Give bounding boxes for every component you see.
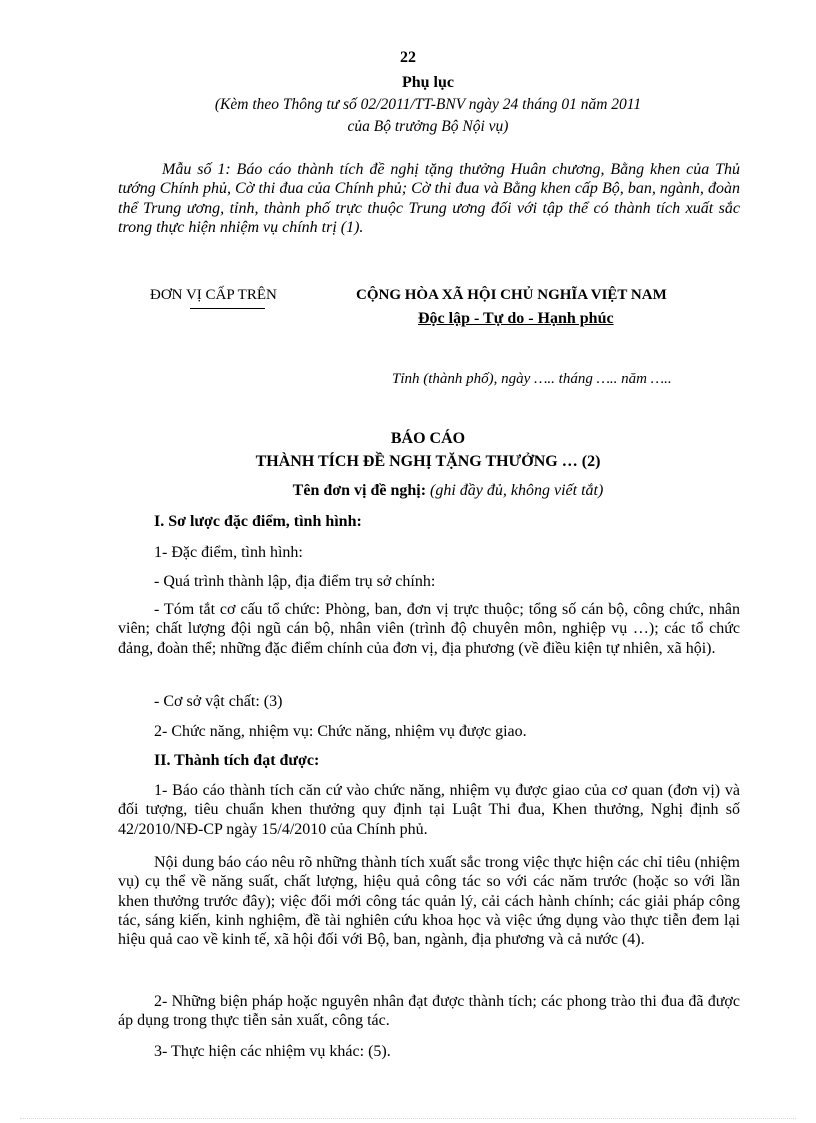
upper-unit-underline [190,308,265,309]
proposed-unit-hint: (ghi đầy đủ, không viết tắt) [430,482,604,499]
appendix-reference-line-2: của Bộ trưởng Bộ Nội vụ) [347,118,509,135]
section-2-item-1-detail: Nội dung báo cáo nêu rõ những thành tích xuất sắc trong việc thực hiện các chỉ tiêu (nhiệm vụ) cụ thể về năng suất, chất lượng, hiệu quả công tác so với các năm trước (hoặc so với lần khen thưởng trước đây); việc đổi mới công tác quản lý, cải cách hành chính; các giải pháp công tác, sáng kiến, kinh nghiệm, đề tài nghiên cứu khoa học và việc ứng dụng vào thực tiễn đem lại hiệu quả cao về kinh tế, xã hội đối với Bộ, ban, ngành, địa phương và cả nước (4). [118,854,740,949]
form-description [118,160,740,237]
section-1-item-2: 2- Chức năng, nhiệm vụ: Chức năng, nhiệm vụ được giao. [154,723,527,740]
section-1-heading: I. Sơ lược đặc điểm, tình hình: [154,513,362,530]
form-description-text: Mẫu số 1: Báo cáo thành tích đề nghị tặng thưởng Huân chương, Bằng khen của Thủ tướng Chính phủ, Cờ thi đua của Chính phủ; Cờ thi đua và Bằng khen cấp Bộ, ban, ngành, đoàn thể Trung ương, tỉnh, thành phố trực thuộc Trung ương đối với tập thể có thành tích xuất sắc trong thực hiện nhiệm vụ chính trị (1). [118,161,740,236]
section-1-item-1a: - Quá trình thành lập, địa điểm trụ sở chính: [154,573,436,590]
appendix-reference-line-1: (Kèm theo Thông tư số 02/2011/TT-BNV ngày 24 tháng 01 năm 2011 [214,96,642,113]
section-1-item-1c: - Cơ sở vật chất: (3) [154,693,283,710]
upper-unit-label: ĐƠN VỊ CẤP TRÊN [150,287,277,303]
section-2-item-1: 1- Báo cáo thành tích căn cứ vào chức năng, nhiệm vụ được giao của cơ quan (đơn vị) và đối tượng, tiêu chuẩn khen thưởng quy định tại Luật Thi đua, Khen thưởng, Nghị định số 42/2010/NĐ-CP ngày 15/4/2010 của Chính phủ. [118,782,740,838]
appendix-title: Phụ lục [401,74,454,91]
national-motto: Độc lập - Tự do - Hạnh phúc [418,310,614,327]
report-title: BÁO CÁO [390,430,466,447]
section-1-item-1: 1- Đặc điểm, tình hình: [154,544,303,561]
section-2-item-2: 2- Những biện pháp hoặc nguyên nhân đạt được thành tích; các phong trào thi đua đã được áp dụng trong thực tiễn sản xuất, công tác. [118,993,740,1030]
section-2-item-3: 3- Thực hiện các nhiệm vụ khác: (5). [154,1043,391,1060]
place-date-line: Tỉnh (thành phố), ngày ….. tháng ….. năm ….. [392,371,672,387]
proposed-unit-line [0,482,816,500]
report-subtitle: THÀNH TÍCH ĐỀ NGHỊ TẶNG THƯỞNG … (2) [255,453,601,470]
republic-heading: CỘNG HÒA XÃ HỘI CHỦ NGHĨA VIỆT NAM [356,287,667,303]
page-number: 22 [400,49,416,66]
section-1-item-1b: - Tóm tắt cơ cấu tổ chức: Phòng, ban, đơn vị trực thuộc; tổng số cán bộ, công chức, nhân viên; chất lượng đội ngũ cán bộ, nhân viên (trình độ chuyên môn, nghiệp vụ …); các tổ chức đảng, đoàn thể; những đặc điểm chính của đơn vị, địa phương (về điều kiện tự nhiên, xã hội). [118,601,740,657]
proposed-unit-label: Tên đơn vị đề nghị: [292,482,427,499]
section-2-heading: II. Thành tích đạt được: [154,752,320,769]
page-bottom-edge [20,1118,796,1119]
